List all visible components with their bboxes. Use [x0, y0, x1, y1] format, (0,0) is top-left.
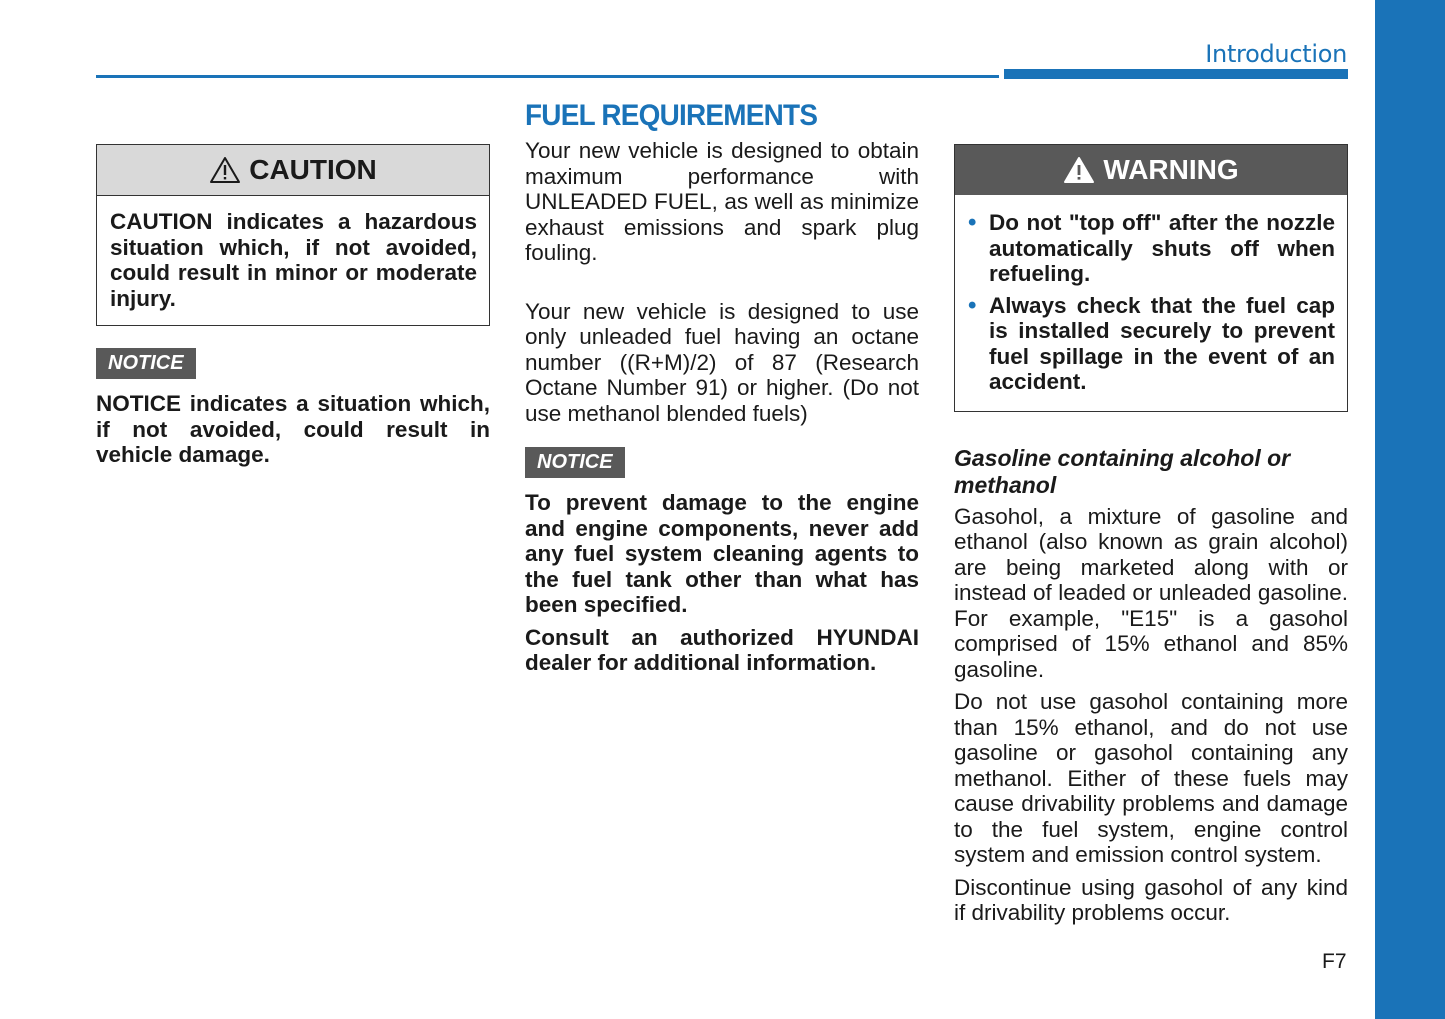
gasohol-paragraph-1: Gasohol, a mixture of gasoline and ethanol (also known as grain alcohol) are being marketed along with or instead of leaded or unleaded gasoline. For example, "E15" is a gasohol comprised of 15% ethanol and 85% gasoline.	[954, 503, 1348, 682]
right-column	[954, 144, 1348, 926]
warning-list	[968, 210, 1335, 395]
octane-paragraph: Your new vehicle is designed to use only unleaded fuel having an octane number ((R+M)/2) of 87 (Research Octane Number 91) or higher. (Do not use methanol blended fuels)	[525, 298, 919, 426]
page-number: F7	[1322, 950, 1347, 973]
warning-box	[954, 144, 1348, 412]
gasohol-heading: Gasoline containing alcohol or methanol	[954, 444, 1291, 498]
caution-header	[97, 145, 489, 196]
header-rule-accent	[1004, 69, 1348, 79]
warning-header	[955, 145, 1347, 195]
caution-text: CAUTION indicates a hazardous situation which, if not avoided, could result in minor or moderate injury.	[110, 209, 477, 311]
page-title: FUEL REQUIREMENTS	[525, 99, 818, 132]
section-title: Introduction	[1205, 40, 1347, 68]
gasohol-paragraph-3: Discontinue using gasohol of any kind if drivability problems occur.	[954, 874, 1348, 925]
caution-box	[96, 144, 490, 326]
warning-triangle-icon	[1063, 156, 1095, 184]
notice-badge: NOTICE	[525, 447, 625, 478]
page-edge-tab	[1375, 0, 1445, 1019]
middle-column	[525, 98, 919, 676]
notice-dealer-text: Consult an authorized HYUNDAI dealer for additional information.	[525, 624, 919, 675]
fuel-intro-paragraph: Your new vehicle is designed to obtain maximum performance with UNLEADED FUEL, as well as minimize exhaust emissions and spark plug fouling.	[525, 138, 919, 265]
notice-definition-text: NOTICE indicates a situation which, if not avoided, could result in vehicle damage.	[96, 391, 490, 467]
header-rule	[96, 75, 999, 78]
notice-cleaning-agents-text: To prevent damage to the engine and engine components, never add any fuel system cleaning agents to the fuel tank other than what has been specified.	[525, 490, 919, 617]
caution-title: CAUTION	[249, 154, 377, 185]
warning-title: WARNING	[1103, 154, 1239, 185]
gasohol-paragraph-2: Do not use gasohol containing more than 15% ethanol, and do not use gasoline or gasohol containing any methanol. Either of these fuels may cause drivability problems and damage to the fuel system, engine control system and emission control system.	[954, 689, 1348, 867]
caution-triangle-icon	[209, 156, 241, 184]
left-column	[96, 144, 490, 468]
notice-badge: NOTICE	[96, 348, 196, 379]
warning-item-fuel-cap: • Always check that the fuel cap is installed securely to prevent fuel spillage in the event of an accident.	[968, 293, 1335, 395]
warning-item-top-off: • Do not "top off" after the nozzle automatically shuts off when refueling.	[968, 210, 1335, 287]
